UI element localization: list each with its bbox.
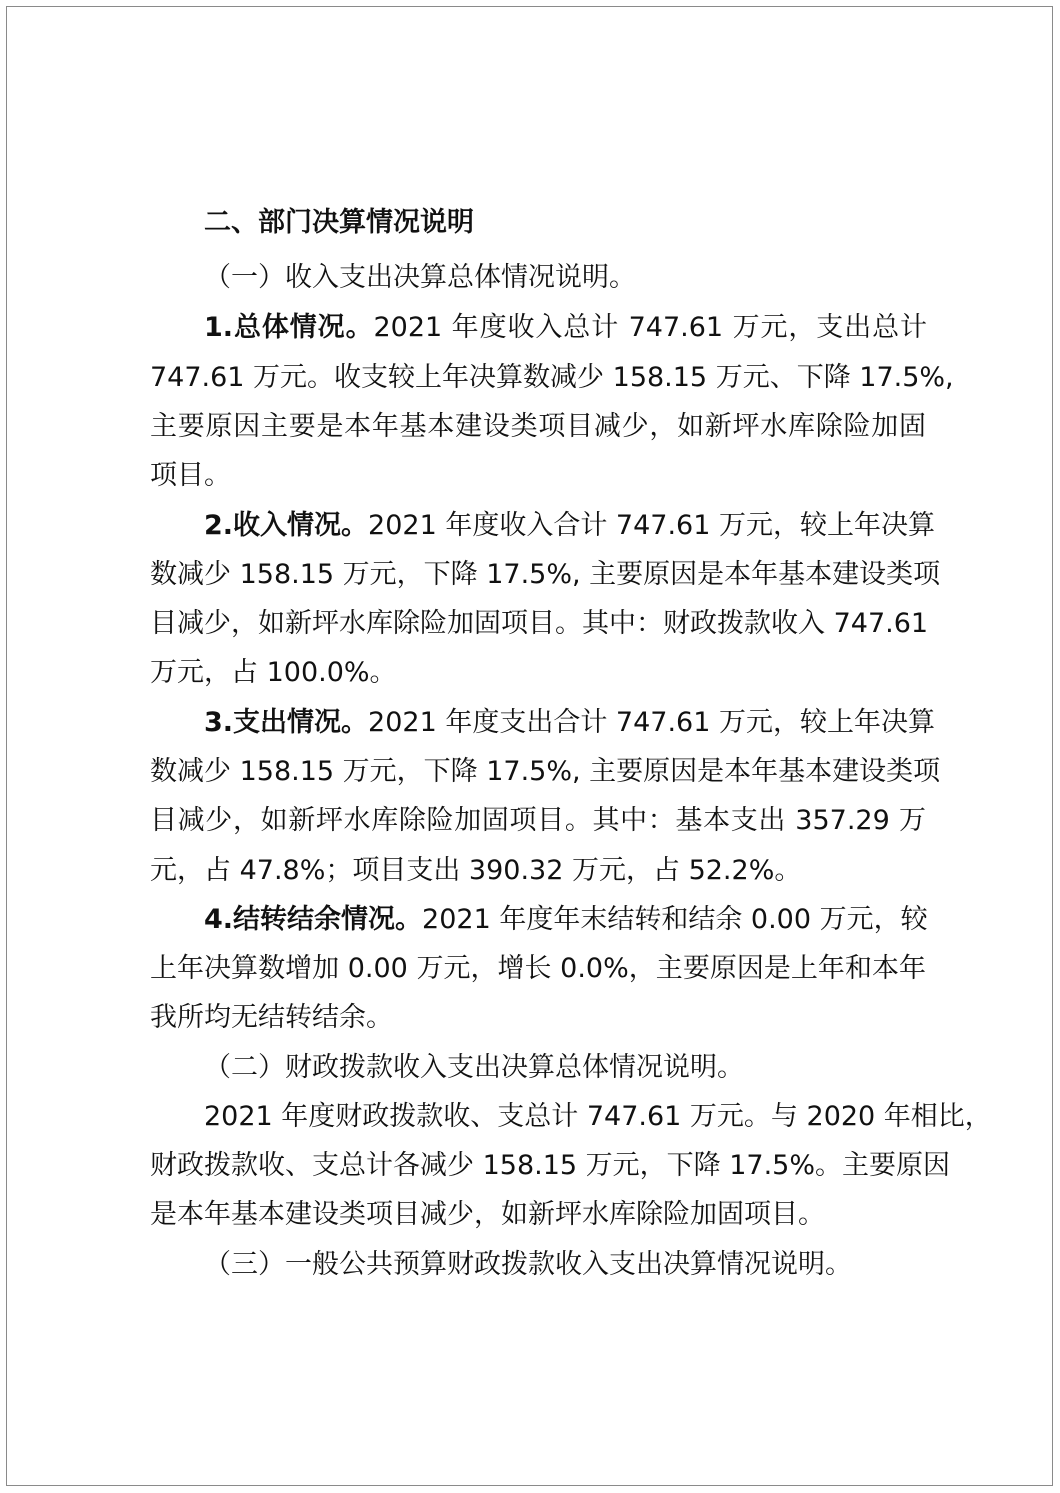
item1-line-1 (204, 311, 927, 345)
item3-line-4: 元，占 47.8%；项目支出 390.32 万元，占 52.2%。 (150, 855, 802, 886)
item2-line-1 (204, 509, 935, 543)
document-page (6, 6, 1053, 1486)
subsection-heading-1: （一）收入支出决算总体情况说明。 (204, 262, 636, 293)
item1-label: 1.总体情况。 (204, 312, 374, 343)
sub2-line-3: 是本年基本建设类项目减少，如新坪水库除险加固项目。 (150, 1199, 825, 1230)
item3-label: 3.支出情况。 (204, 707, 369, 738)
sub2-line-1: 2021 年度财政拨款收、支总计 747.61 万元。与 2020 年相比， (204, 1101, 992, 1132)
section-heading: 二、部门决算情况说明 (204, 207, 474, 238)
item4-line-3: 我所均无结转结余。 (150, 1002, 393, 1033)
item3-line-1 (204, 706, 935, 740)
item3-text-1: 2021 年度支出合计 747.61 万元，较上年决算 (368, 707, 935, 738)
item2-text-1: 2021 年度收入合计 747.61 万元，较上年决算 (368, 510, 935, 541)
sub2-line-2: 财政拨款收、支总计各减少 158.15 万元，下降 17.5%。主要原因 (150, 1150, 950, 1181)
item1-text-1: 2021 年度收入总计 747.61 万元，支出总计 (373, 312, 928, 343)
item1-line-3: 主要原因主要是本年基本建设类项目减少，如新坪水库除险加固 (150, 411, 926, 442)
subsection-heading-2: （二）财政拨款收入支出决算总体情况说明。 (204, 1052, 744, 1083)
item1-line-4: 项目。 (150, 460, 231, 491)
item4-line-1 (204, 903, 927, 937)
item4-line-2: 上年决算数增加 0.00 万元，增长 0.0%，主要原因是上年和本年 (150, 953, 926, 984)
item3-line-3: 目减少，如新坪水库除险加固项目。其中：基本支出 357.29 万 (150, 805, 926, 836)
item1-line-2: 747.61 万元。收支较上年决算数减少 158.15 万元、下降 17.5%, (150, 362, 954, 393)
subsection-heading-3: （三）一般公共预算财政拨款收入支出决算情况说明。 (204, 1249, 852, 1280)
item4-text-1: 2021 年度年末结转和结余 0.00 万元，较 (422, 904, 928, 935)
item4-label: 4.结转结余情况。 (204, 904, 423, 935)
item2-line-3: 目减少，如新坪水库除险加固项目。其中：财政拨款收入 747.61 (150, 608, 929, 639)
item3-line-2: 数减少 158.15 万元，下降 17.5%, 主要原因是本年基本建设类项 (150, 756, 941, 787)
item2-label: 2.收入情况。 (204, 510, 369, 541)
item2-line-2: 数减少 158.15 万元，下降 17.5%, 主要原因是本年基本建设类项 (150, 559, 941, 590)
item2-line-4: 万元，占 100.0%。 (150, 657, 397, 688)
